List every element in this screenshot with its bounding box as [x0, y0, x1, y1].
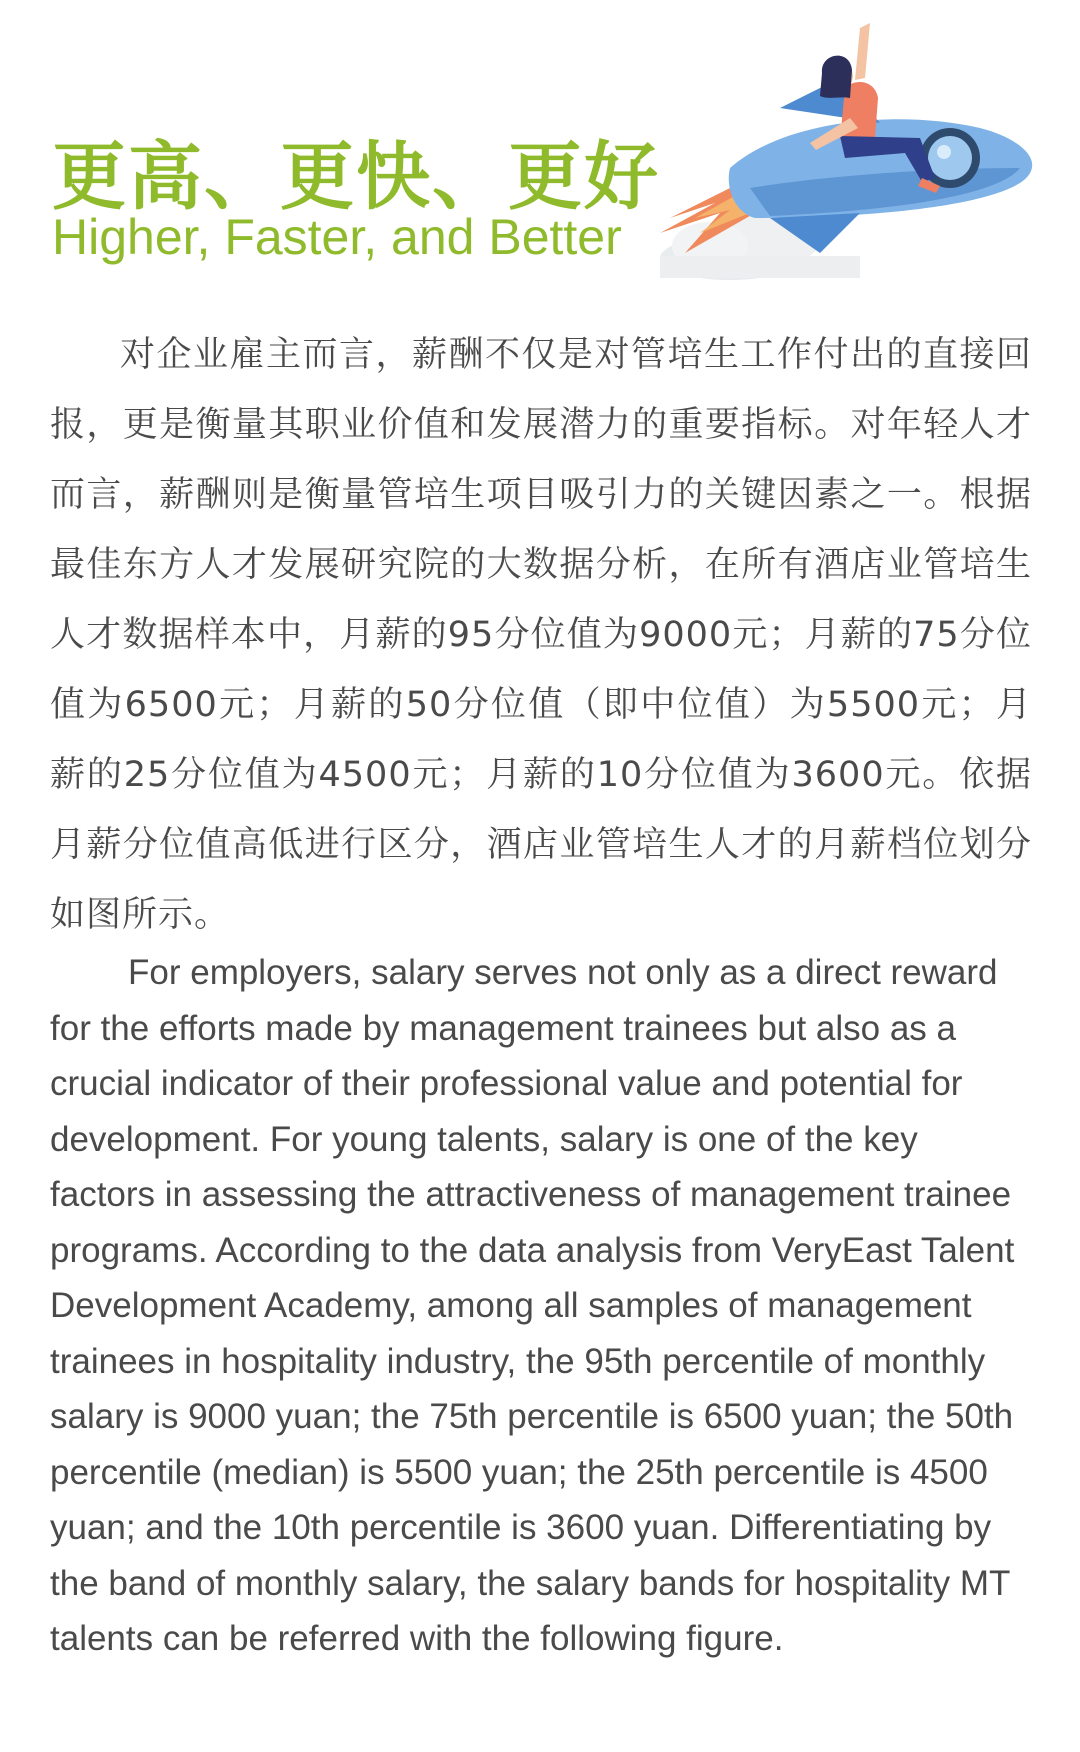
header	[0, 0, 1080, 300]
rocket-rider-icon	[660, 18, 1060, 288]
title-english: Higher, Faster, and Better	[52, 209, 622, 265]
chinese-paragraph: 对企业雇主而言，薪酬不仅是对管培生工作付出的直接回报，更是衡量其职业价值和发展潜力的重要指标。对年轻人才而言，薪酬则是衡量管培生项目吸引力的关键因素之一。根据最佳东方人才发展研究院的大数据分析，在所有酒店业管培生人才数据样本中，月薪的95分位值为9000元；月薪的75分位值为6500元；月薪的50分位值（即中位值）为5500元；月薪的25分位值为4500元；月薪的10分位值为3600元。依据月薪分位值高低进行区分，酒店业管培生人才的月薪档位划分如图所示。	[50, 335, 1032, 935]
english-paragraph: For employers, salary serves not only as a direct reward for the efforts made by management trainees but also as a crucial indicator of their professional value and potential for development. For young talents, salary is one of the key factors in assessing the attractiveness of management trainee programs. According to the data analysis from VeryEast Talent Development Academy, among all samples of management trainees in hospitality industry, the 95th percentile of monthly salary is 9000 yuan; the 75th percentile is 6500 yuan; the 50th percentile (median) is 5500 yuan; the 25th percentile is 4500 yuan; and the 10th percentile is 3600 yuan. Differentiating by the band of monthly salary, the salary bands for hospitality MT talents can be referred with the following figure.	[50, 953, 1015, 1658]
title-chinese: 更高、更快、更好	[52, 134, 660, 220]
